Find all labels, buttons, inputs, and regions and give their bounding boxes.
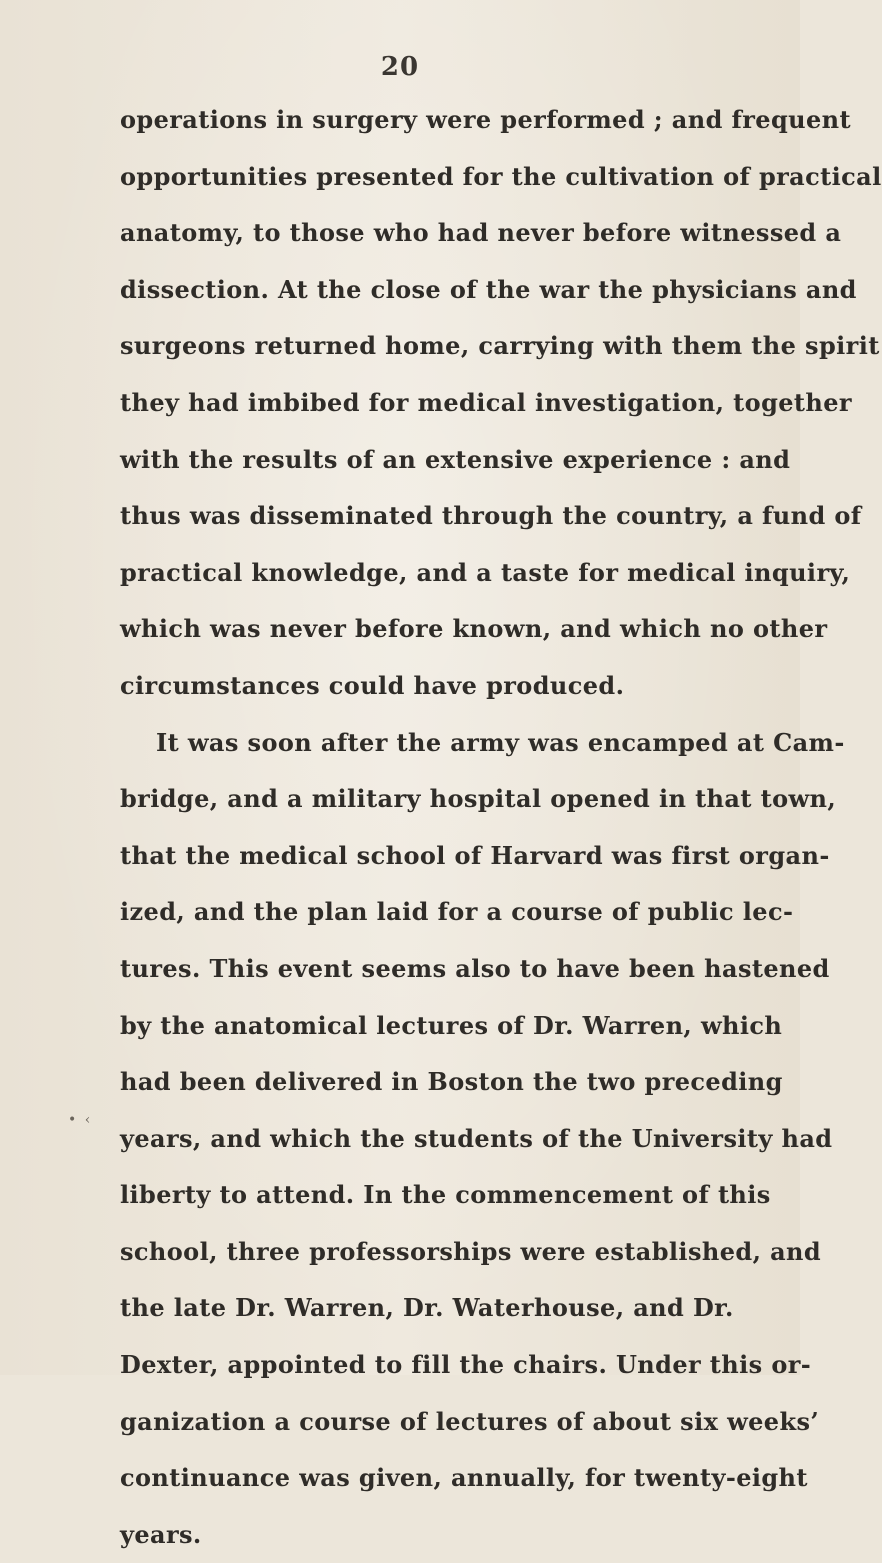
text-line: ganization a course of lectures of about six weeks’ — [120, 1406, 820, 1436]
text-line: school, three professorships were established, and — [120, 1236, 822, 1266]
text-line: tures. This event seems also to have been hastened — [120, 953, 830, 983]
text-line: thus was disseminated through the country, a fund of — [120, 501, 862, 531]
page-number: 20 — [380, 52, 420, 82]
text-line: that the medical school of Harvard was first organ- — [120, 840, 830, 870]
text-line: surgeons returned home, carrying with them the spirit — [120, 331, 880, 361]
text-line: anatomy, to those who had never before witnessed a — [120, 218, 842, 248]
text-line: bridge, and a military hospital opened in that town, — [120, 784, 837, 814]
text-line: dissection. At the close of the war the physicians and — [120, 274, 857, 304]
paragraph-end-line: years. — [120, 1519, 202, 1549]
text-line: by the anatomical lectures of Dr. Warren, which — [120, 1010, 783, 1040]
text-line: opportunities presented for the cultivation of practical — [120, 161, 882, 191]
text-line: had been delivered in Boston the two preceding — [120, 1067, 783, 1097]
text-line: Dexter, appointed to fill the chairs. Under this or- — [120, 1350, 812, 1380]
paragraph-start-line: It was soon after the army was encamped at Cam- — [156, 727, 845, 757]
text-line: continuance was given, annually, for twenty-eight — [120, 1463, 808, 1493]
text-line: with the results of an extensive experience : and — [120, 444, 791, 474]
paragraph-end-line: circumstances could have produced. — [120, 670, 625, 700]
body-text — [120, 92, 882, 1563]
text-line: the late Dr. Warren, Dr. Waterhouse, and Dr. — [120, 1293, 734, 1323]
text-line: liberty to attend. In the commencement of this — [120, 1180, 771, 1210]
margin-mark: • ‹ — [68, 1112, 93, 1128]
text-line: operations in surgery were performed ; and frequent — [120, 105, 852, 134]
text-line: they had imbibed for medical investigation, together — [120, 387, 852, 417]
text-line: practical knowledge, and a taste for medical inquiry, — [120, 557, 851, 587]
text-line: which was never before known, and which no other — [120, 614, 828, 644]
text-line: ized, and the plan laid for a course of public lec- — [120, 897, 794, 927]
text-line: years, and which the students of the University had — [120, 1123, 833, 1153]
